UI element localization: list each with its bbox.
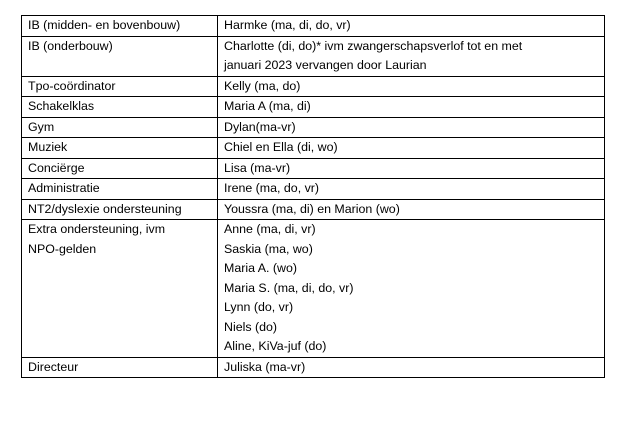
role-cell — [22, 199, 218, 220]
table-row — [22, 76, 605, 97]
role-cell — [22, 220, 218, 358]
people-text: Niels (do) — [224, 319, 278, 334]
people-text: Maria A. (wo) — [224, 261, 297, 275]
table-row — [22, 16, 605, 37]
table-row — [22, 158, 605, 179]
people-text: Charlotte (di, do)* ivm zwangerschapsverlof tot en met — [224, 38, 523, 53]
table-row — [22, 117, 605, 138]
role-cell — [22, 158, 218, 179]
people-text: Juliska (ma-vr) — [224, 359, 306, 374]
people-cell — [218, 76, 605, 97]
people-text: Aline, KiVa-juf (do) — [224, 339, 327, 353]
role-cell — [22, 97, 218, 118]
people-cell — [218, 36, 605, 76]
role-cell — [22, 117, 218, 138]
role-cell — [22, 36, 218, 76]
people-text: Anne (ma, di, vr) — [224, 222, 316, 236]
role-cell — [22, 138, 218, 159]
people-text: Maria S. (ma, di, do, vr) — [224, 280, 354, 295]
role-text: IB (onderbouw) — [28, 38, 113, 53]
people-text: Youssra (ma, di) en Marion (wo) — [224, 201, 400, 216]
role-text: Muziek — [28, 140, 68, 154]
people-cell — [218, 97, 605, 118]
table-row — [22, 138, 605, 159]
role-text: Administratie — [28, 181, 100, 195]
role-text: NPO-gelden — [28, 241, 97, 256]
table-row — [22, 220, 605, 358]
table-row — [22, 36, 605, 76]
role-text: Directeur — [28, 359, 79, 374]
people-text: Saskia (ma, wo) — [224, 241, 313, 256]
staff-roles-table — [21, 15, 605, 378]
role-text: NT2/dyslexie ondersteuning — [28, 201, 182, 216]
people-text: Lynn (do, vr) — [224, 300, 294, 314]
role-cell — [22, 16, 218, 37]
role-cell — [22, 357, 218, 378]
people-cell — [218, 158, 605, 179]
people-cell — [218, 138, 605, 159]
role-text: Conciërge — [28, 160, 85, 175]
people-text: Maria A (ma, di) — [224, 99, 311, 113]
role-text: Tpo-coördinator — [28, 78, 116, 93]
people-cell — [218, 117, 605, 138]
role-text: Extra ondersteuning, ivm — [28, 222, 166, 236]
role-cell — [22, 76, 218, 97]
people-text: Kelly (ma, do) — [224, 78, 301, 93]
people-cell — [218, 199, 605, 220]
people-text: Chiel en Ella (di, wo) — [224, 140, 338, 154]
people-cell — [218, 220, 605, 358]
people-cell — [218, 179, 605, 200]
role-text: IB (midden- en bovenbouw) — [28, 18, 181, 32]
people-cell — [218, 16, 605, 37]
people-text: Harmke (ma, di, do, vr) — [224, 18, 351, 32]
people-text: januari 2023 vervangen door Laurian — [224, 58, 427, 72]
people-text: Lisa (ma-vr) — [224, 160, 291, 175]
role-text: Schakelklas — [28, 99, 95, 113]
role-cell — [22, 179, 218, 200]
table-row — [22, 179, 605, 200]
table-row — [22, 357, 605, 378]
people-text: Irene (ma, do, vr) — [224, 181, 320, 195]
table-row — [22, 199, 605, 220]
table-row — [22, 97, 605, 118]
people-cell — [218, 357, 605, 378]
role-text: Gym — [28, 119, 55, 134]
people-text: Dylan(ma-vr) — [224, 119, 296, 134]
